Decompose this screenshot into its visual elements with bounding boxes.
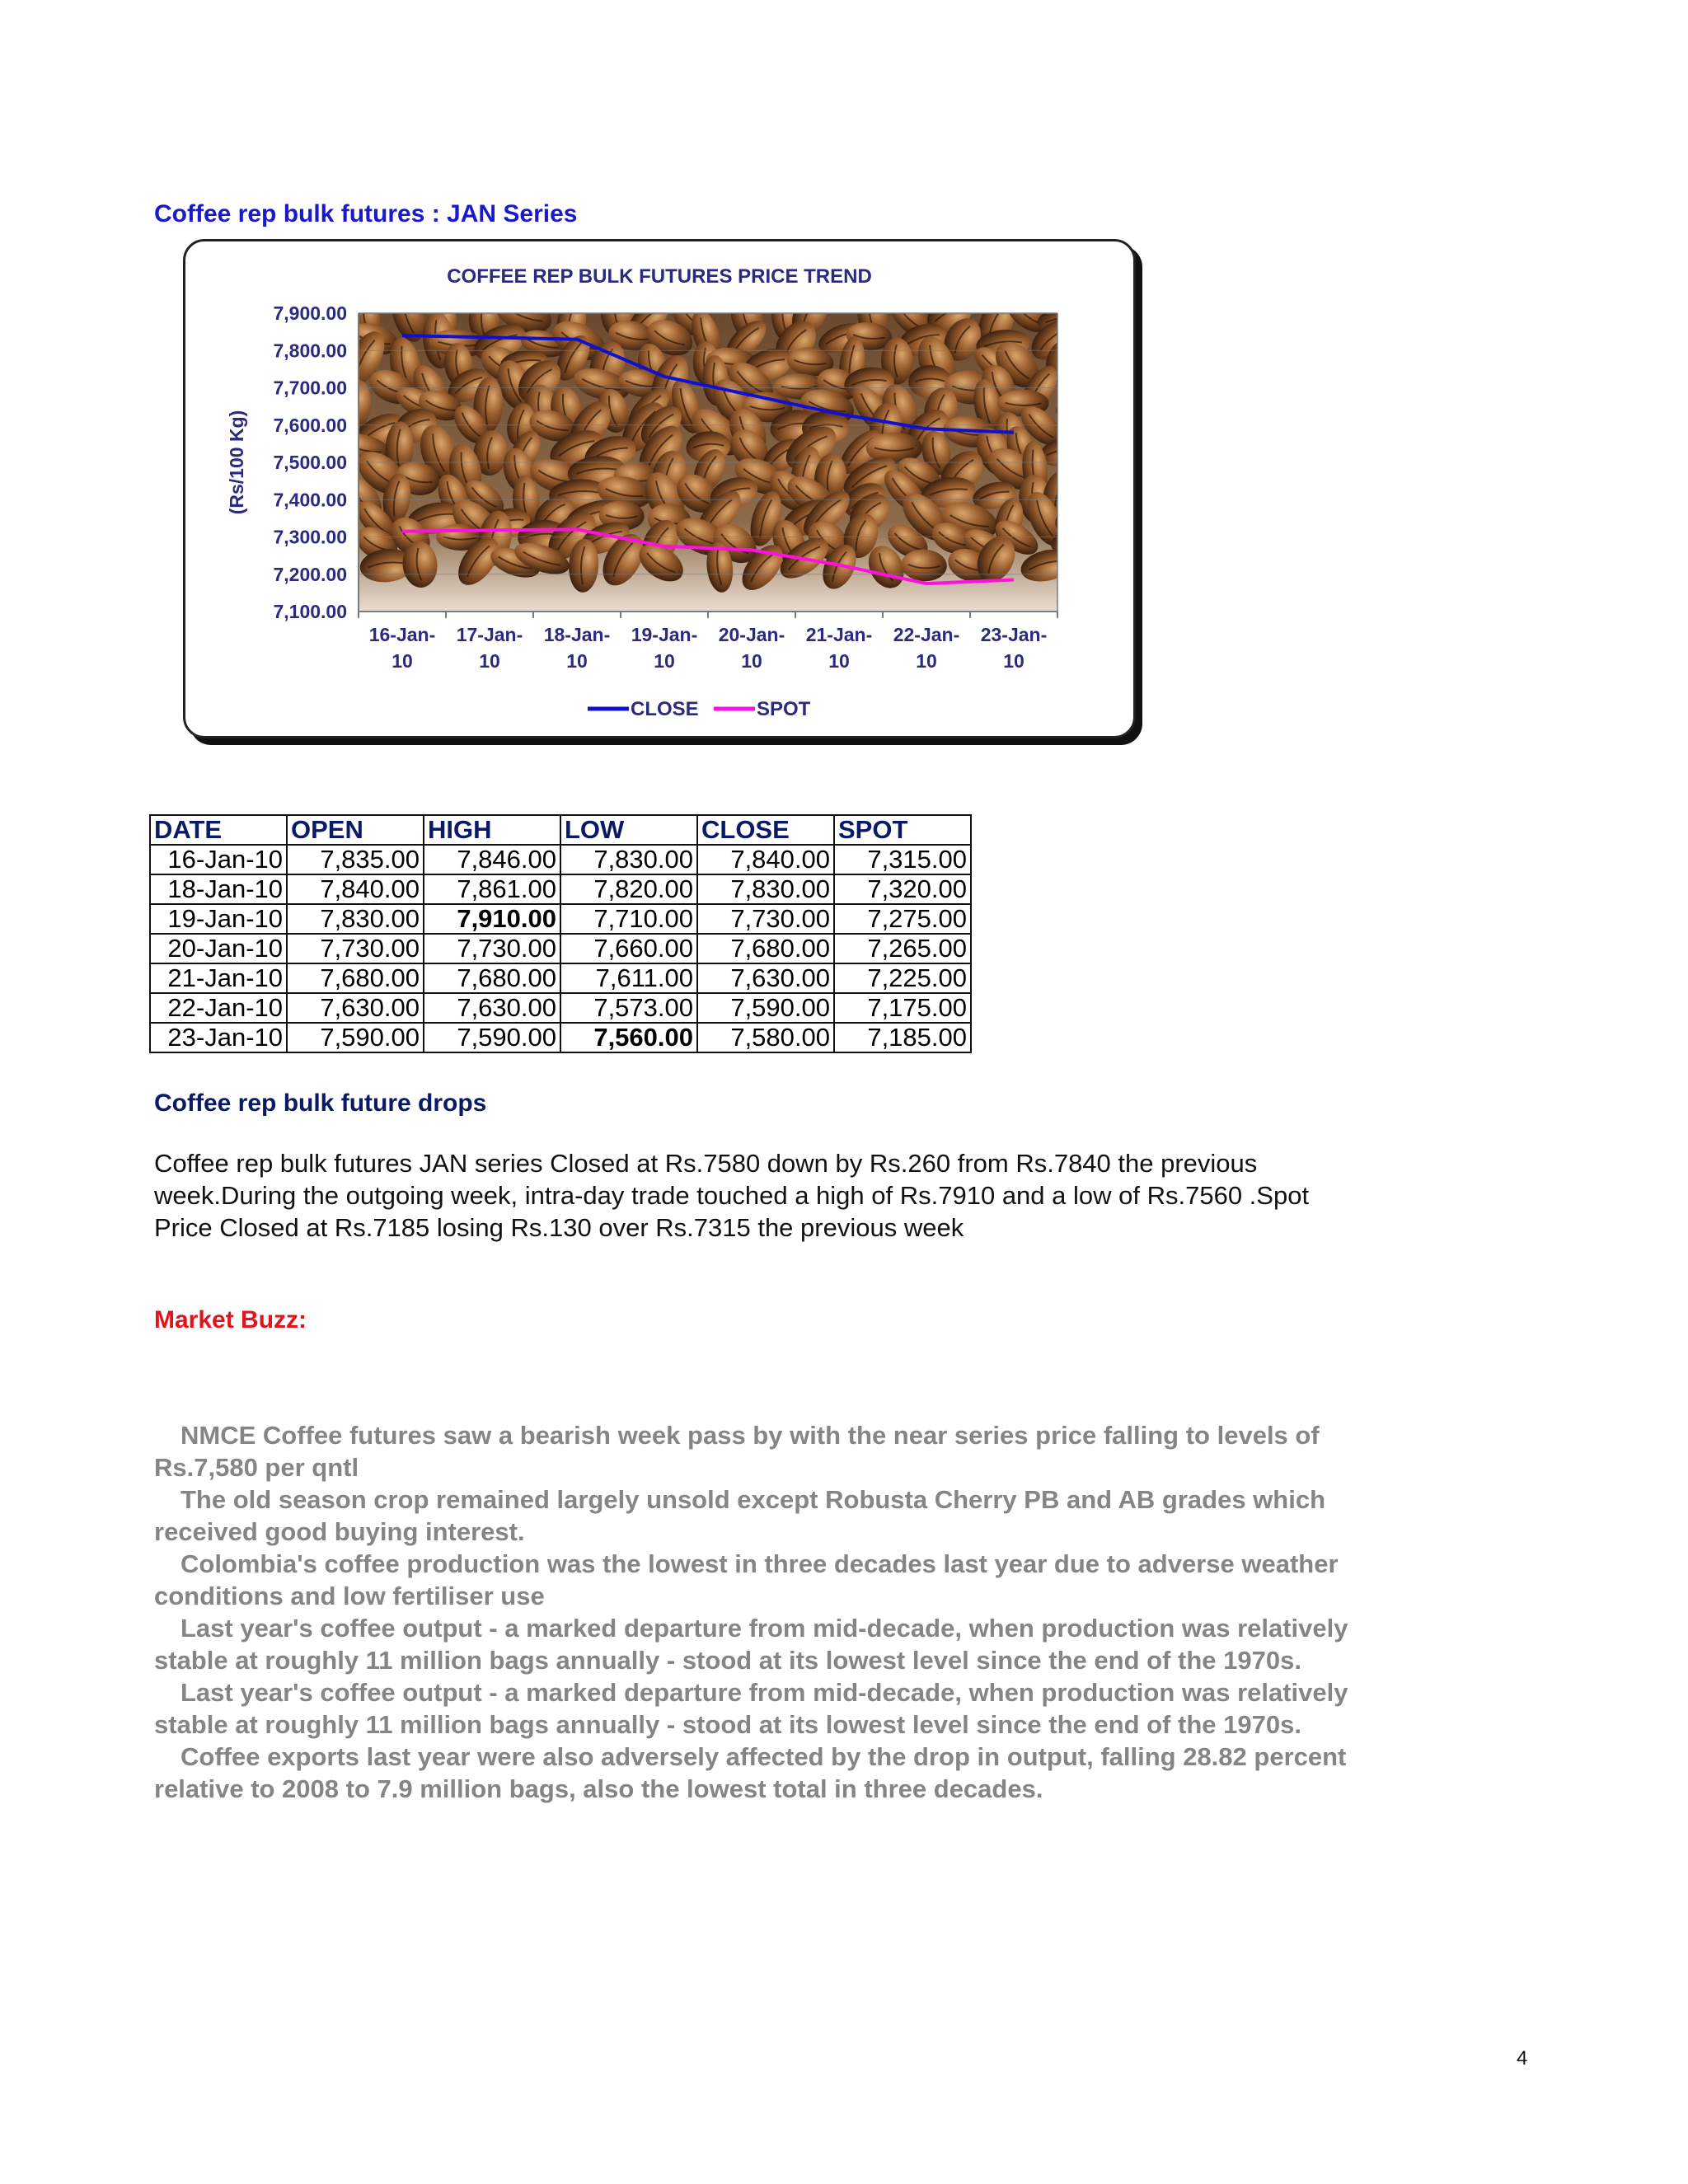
table-cell: 7,680.00 bbox=[697, 934, 834, 963]
market-buzz-paragraph: Last year's coffee output - a marked departure from mid-decade, when production was relatively stable at roughly 11 million bags annually - stood at its lowest level since the end of the 1970s. bbox=[154, 1678, 1348, 1739]
table-cell: 7,861.00 bbox=[424, 874, 560, 904]
table-row bbox=[150, 963, 971, 993]
market-buzz-paragraph: The old season crop remained largely unsold except Robusta Cherry PB and AB grades which received good buying interest. bbox=[154, 1485, 1326, 1546]
summary-line: Price Closed at Rs.7185 losing Rs.130 over Rs.7315 the previous week bbox=[154, 1213, 964, 1242]
table-row bbox=[150, 874, 971, 904]
y-tick-label: 7,600.00 bbox=[273, 414, 347, 436]
price-trend-chart bbox=[183, 239, 1136, 738]
x-tick-label: 18-Jan-10 bbox=[543, 624, 611, 672]
table-header-cell: DATE bbox=[150, 815, 287, 845]
table-cell: 7,611.00 bbox=[560, 963, 697, 993]
table-cell: 21-Jan-10 bbox=[150, 963, 287, 993]
table-cell: 22-Jan-10 bbox=[150, 993, 287, 1023]
y-tick-label: 7,900.00 bbox=[273, 302, 347, 324]
table-cell: 7,630.00 bbox=[287, 993, 424, 1023]
y-tick-label: 7,800.00 bbox=[273, 340, 347, 362]
summary-title: Coffee rep bulk future drops bbox=[154, 1090, 487, 1117]
table-row bbox=[150, 993, 971, 1023]
table-cell: 7,680.00 bbox=[287, 963, 424, 993]
table-cell: 7,630.00 bbox=[424, 993, 560, 1023]
table-header-cell: SPOT bbox=[834, 815, 971, 845]
table-cell: 7,730.00 bbox=[697, 904, 834, 934]
table-header-cell: LOW bbox=[560, 815, 697, 845]
table-cell: 7,320.00 bbox=[834, 874, 971, 904]
y-tick-label: 7,700.00 bbox=[273, 377, 347, 399]
table-cell: 7,835.00 bbox=[287, 845, 424, 874]
table-cell: 7,840.00 bbox=[287, 874, 424, 904]
table-row bbox=[150, 934, 971, 963]
table-cell: 7,560.00 bbox=[560, 1023, 697, 1052]
table-cell: 7,840.00 bbox=[697, 845, 834, 874]
table-header-cell: CLOSE bbox=[697, 815, 834, 845]
table-cell: 7,573.00 bbox=[560, 993, 697, 1023]
table-cell: 23-Jan-10 bbox=[150, 1023, 287, 1052]
table-cell: 7,820.00 bbox=[560, 874, 697, 904]
table-cell: 19-Jan-10 bbox=[150, 904, 287, 934]
table-cell: 16-Jan-10 bbox=[150, 845, 287, 874]
table-cell: 7,660.00 bbox=[560, 934, 697, 963]
table-cell: 7,590.00 bbox=[287, 1023, 424, 1052]
table-cell: 7,580.00 bbox=[697, 1023, 834, 1052]
table-cell: 7,265.00 bbox=[834, 934, 971, 963]
table-header-cell: OPEN bbox=[287, 815, 424, 845]
price-table bbox=[149, 814, 972, 1053]
table-cell: 7,275.00 bbox=[834, 904, 971, 934]
summary-line: week.During the outgoing week, intra-day trade touched a high of Rs.7910 and a low of Rs.7560 .Spot bbox=[154, 1181, 1310, 1210]
table-cell: 18-Jan-10 bbox=[150, 874, 287, 904]
summary-paragraph bbox=[154, 1147, 1357, 1244]
market-buzz-paragraph: Coffee exports last year were also adversely affected by the drop in output, falling 28.82 percent relative to 2008 to 7.9 million bags, also the lowest total in three decades. bbox=[154, 1742, 1347, 1803]
table-cell: 7,830.00 bbox=[697, 874, 834, 904]
chart-title: COFFEE REP BULK FUTURES PRICE TREND bbox=[447, 265, 872, 288]
y-tick-label: 7,400.00 bbox=[273, 489, 347, 511]
table-cell: 7,830.00 bbox=[560, 845, 697, 874]
x-tick-label: 19-Jan-10 bbox=[631, 624, 698, 672]
table-row bbox=[150, 1023, 971, 1052]
table-cell: 7,730.00 bbox=[424, 934, 560, 963]
y-tick-label: 7,300.00 bbox=[273, 526, 347, 548]
market-buzz-paragraph: NMCE Coffee futures saw a bearish week pass by with the near series price falling to levels of Rs.7,580 per qntl bbox=[154, 1421, 1320, 1482]
market-buzz-paragraph: Last year's coffee output - a marked departure from mid-decade, when production was relatively stable at roughly 11 million bags annually - stood at its lowest level since the end of the 1970s. bbox=[154, 1614, 1348, 1675]
table-cell: 7,590.00 bbox=[697, 993, 834, 1023]
table-row bbox=[150, 904, 971, 934]
x-tick-label: 17-Jan-10 bbox=[456, 624, 523, 672]
chart-section-title: Coffee rep bulk futures : JAN Series bbox=[154, 200, 578, 227]
table-cell: 7,315.00 bbox=[834, 845, 971, 874]
market-buzz-title: Market Buzz: bbox=[154, 1306, 307, 1333]
y-tick-label: 7,100.00 bbox=[273, 601, 347, 622]
y-tick-label: 7,200.00 bbox=[273, 563, 347, 585]
market-buzz-paragraph: Colombia's coffee production was the lowest in three decades last year due to adverse weather conditions and low fertiliser use bbox=[154, 1549, 1339, 1610]
table-row bbox=[150, 845, 971, 874]
table-cell: 7,175.00 bbox=[834, 993, 971, 1023]
coffee-beans-background bbox=[334, 282, 1129, 612]
table-cell: 7,225.00 bbox=[834, 963, 971, 993]
table-header-cell: HIGH bbox=[424, 815, 560, 845]
table-cell: 7,710.00 bbox=[560, 904, 697, 934]
table-cell: 7,910.00 bbox=[424, 904, 560, 934]
x-tick-label: 20-Jan-10 bbox=[718, 624, 785, 672]
page-number: 4 bbox=[1517, 2047, 1528, 2069]
legend-label-close: CLOSE bbox=[631, 698, 699, 720]
table-cell: 7,630.00 bbox=[697, 963, 834, 993]
table-cell: 7,846.00 bbox=[424, 845, 560, 874]
y-tick-label: 7,500.00 bbox=[273, 452, 347, 473]
table-cell: 7,590.00 bbox=[424, 1023, 560, 1052]
table-cell: 7,730.00 bbox=[287, 934, 424, 963]
summary-line: Coffee rep bulk futures JAN series Closed at Rs.7580 down by Rs.260 from Rs.7840 the previous bbox=[154, 1149, 1258, 1178]
legend-label-spot: SPOT bbox=[757, 698, 811, 720]
x-tick-label: 21-Jan-10 bbox=[805, 624, 873, 672]
table-cell: 7,185.00 bbox=[834, 1023, 971, 1052]
table-cell: 7,680.00 bbox=[424, 963, 560, 993]
x-tick-label: 16-Jan-10 bbox=[368, 624, 436, 672]
y-axis-label: (Rs/100 Kg) bbox=[226, 410, 247, 515]
table-cell: 20-Jan-10 bbox=[150, 934, 287, 963]
x-tick-label: 23-Jan-10 bbox=[980, 624, 1048, 672]
table-cell: 7,830.00 bbox=[287, 904, 424, 934]
market-buzz-body bbox=[154, 1419, 1357, 1805]
chart-svg bbox=[185, 241, 1133, 736]
x-tick-label: 22-Jan-10 bbox=[893, 624, 960, 672]
